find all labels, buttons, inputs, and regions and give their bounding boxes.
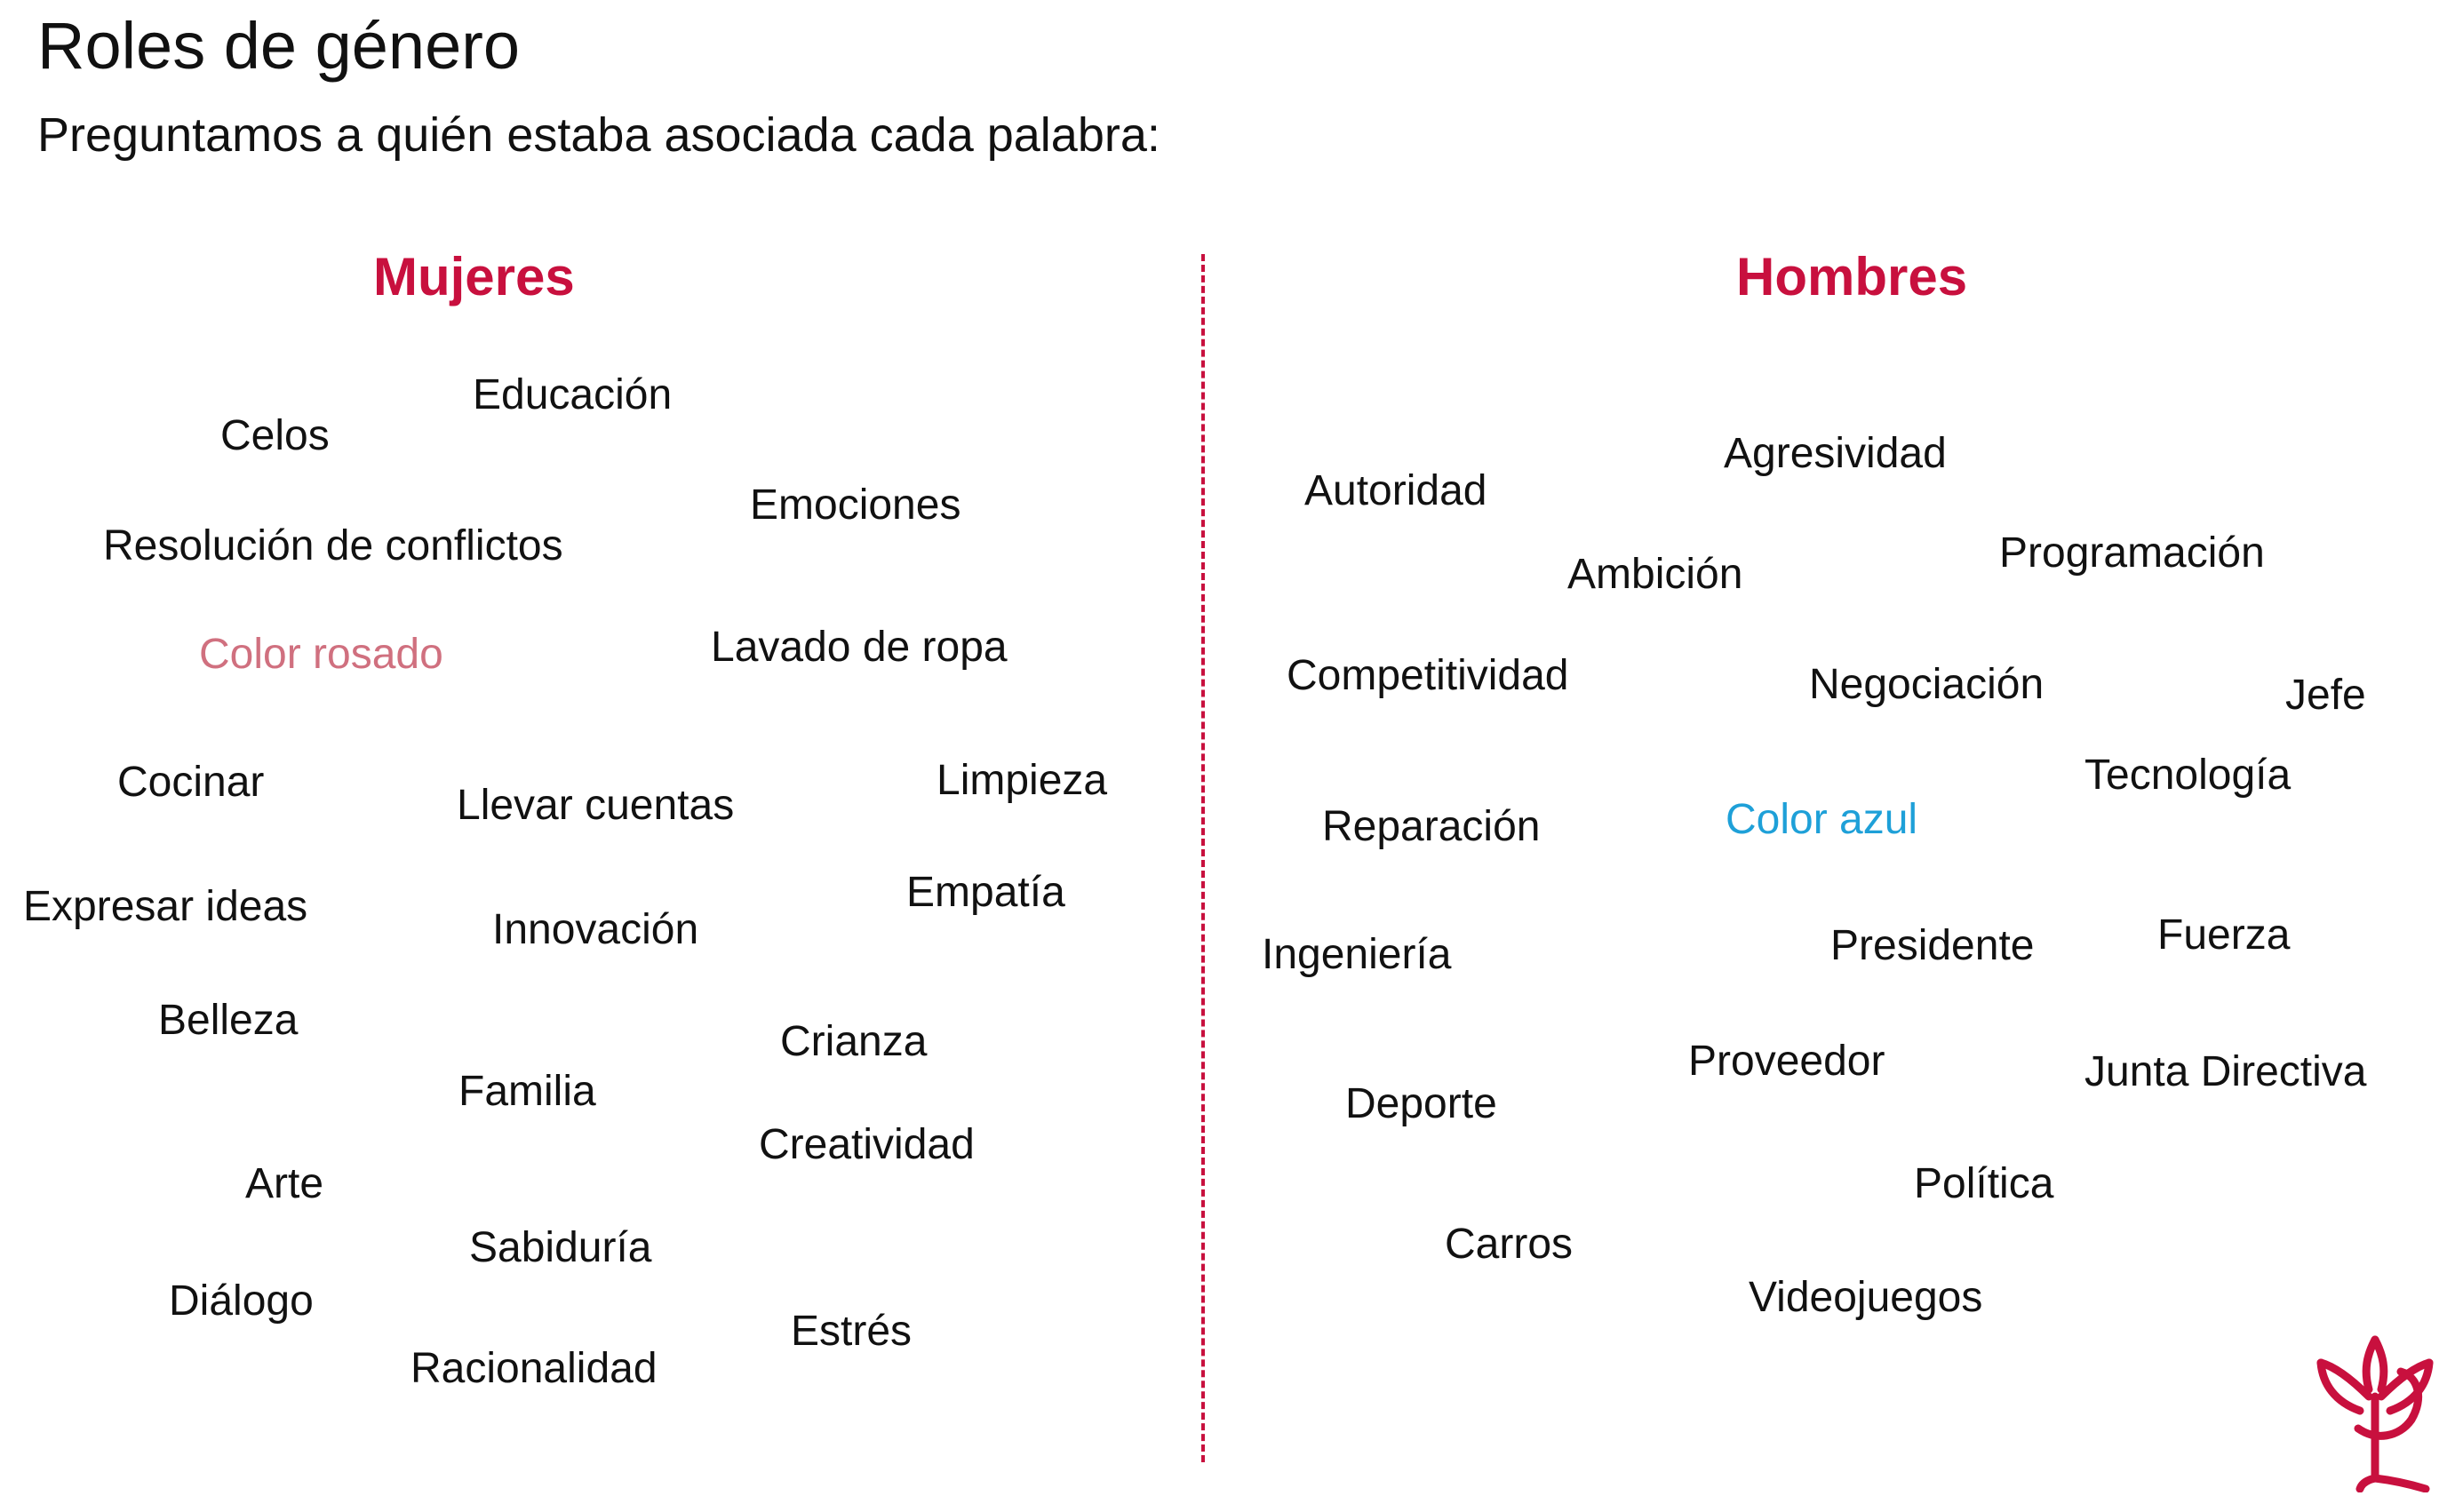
hombres-word: Reparación — [1322, 803, 1541, 850]
mujeres-word: Racionalidad — [410, 1345, 658, 1392]
hombres-word: Presidente — [1830, 922, 2035, 969]
mujeres-word-color-rosado: Color rosado — [199, 631, 443, 678]
mujeres-word: Celos — [220, 412, 330, 459]
hombres-word: Política — [1914, 1160, 2054, 1207]
mujeres-word: Empatía — [906, 869, 1065, 916]
mujeres-word: Estrés — [791, 1308, 913, 1355]
mujeres-word: Belleza — [158, 997, 299, 1044]
mujeres-word: Limpieza — [937, 757, 1108, 804]
page-subtitle: Preguntamos a quién estaba asociada cada palabra: — [37, 108, 1160, 162]
mujeres-word: Resolución de conflictos — [103, 522, 563, 569]
mujeres-word: Familia — [458, 1068, 596, 1115]
hombres-word: Fuerza — [2157, 911, 2291, 959]
hombres-word: Agresividad — [1724, 430, 1947, 477]
mujeres-word: Llevar cuentas — [457, 782, 735, 829]
hombres-word: Carros — [1445, 1221, 1574, 1268]
hombres-word: Competitividad — [1287, 652, 1569, 699]
mujeres-word: Lavado de ropa — [711, 624, 1008, 671]
mujeres-heading: Mujeres — [373, 247, 575, 306]
mujeres-word: Creatividad — [759, 1121, 975, 1168]
hombres-word: Jefe — [2285, 672, 2366, 719]
mujeres-word: Sabiduría — [469, 1224, 652, 1271]
mujeres-word: Cocinar — [117, 759, 265, 806]
mujeres-word: Innovación — [492, 906, 699, 953]
mujeres-word: Educación — [473, 371, 673, 418]
hombres-word: Negociación — [1809, 661, 2045, 708]
hombres-word: Ingeniería — [1262, 931, 1452, 978]
column-divider — [1201, 254, 1205, 1462]
hombres-word: Deporte — [1345, 1080, 1497, 1127]
hombres-word: Programación — [1999, 529, 2265, 577]
mujeres-word: Diálogo — [169, 1277, 314, 1325]
mujeres-word: Arte — [245, 1160, 324, 1207]
hombres-word: Ambición — [1567, 551, 1743, 598]
flower-logo-icon — [2308, 1315, 2442, 1492]
mujeres-word: Emociones — [750, 481, 961, 529]
hombres-word: Proveedor — [1688, 1038, 1885, 1085]
hombres-word-color-azul: Color azul — [1726, 796, 1918, 843]
hombres-word: Videojuegos — [1749, 1274, 1983, 1321]
page-title: Roles de género — [37, 9, 521, 83]
hombres-word: Tecnología — [2084, 752, 2292, 799]
mujeres-word: Crianza — [780, 1018, 928, 1065]
hombres-heading: Hombres — [1736, 247, 1968, 306]
mujeres-word: Expresar ideas — [23, 883, 308, 930]
hombres-word: Junta Directiva — [2084, 1048, 2367, 1095]
hombres-word: Autoridad — [1304, 467, 1487, 514]
